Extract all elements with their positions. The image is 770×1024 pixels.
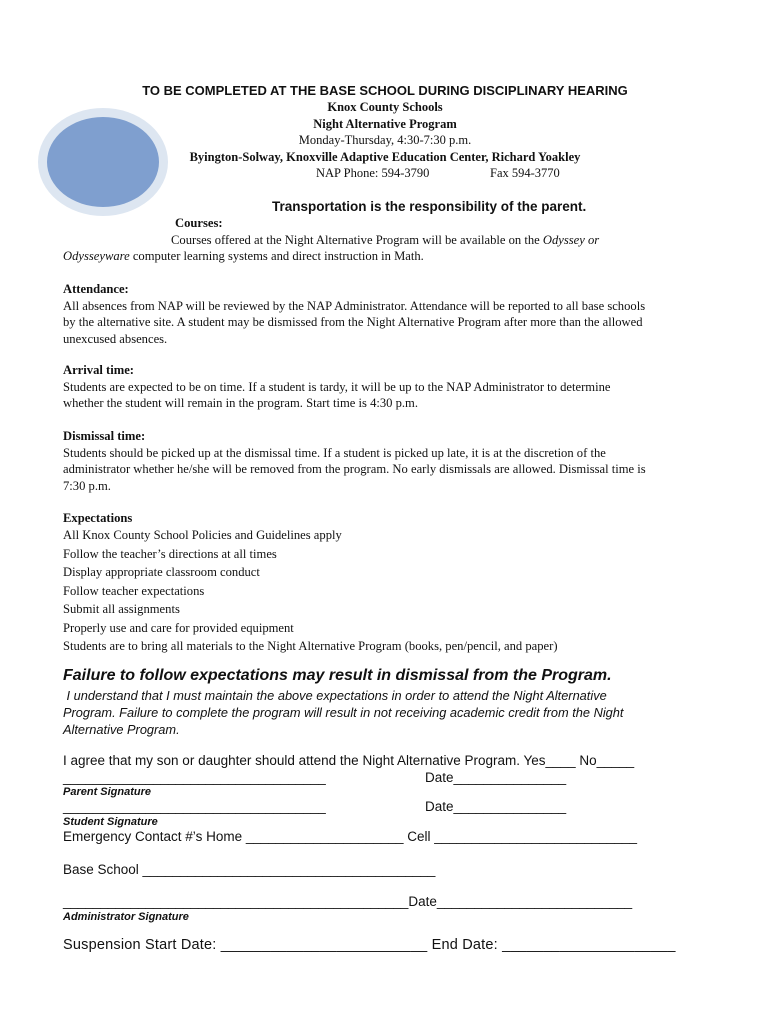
arrival-heading: Arrival time: — [63, 363, 134, 377]
program-hours: Monday-Thursday, 4:30-7:30 p.m. — [298, 133, 472, 147]
attendance-heading: Attendance: — [63, 282, 129, 296]
attendance-line: All absences from NAP will be reviewed by the NAP Administrator. Attendance will be reported to all base schools — [63, 298, 646, 313]
parent-date-field[interactable]: Date_______________ — [425, 770, 567, 785]
program-name: Night Alternative Program — [313, 117, 457, 131]
list-item: Students are to bring all materials to the Night Alternative Program (books, pen/pencil, and paper) — [63, 639, 558, 653]
student-signature-label: Student Signature — [63, 816, 158, 828]
org-name: Knox County Schools — [327, 100, 443, 114]
arrival-line: whether the student will remain in the program. Start time is 4:30 p.m. — [63, 396, 419, 410]
courses-odysseyware: Odysseyware — [63, 249, 130, 263]
emergency-contact-field[interactable]: Emergency Contact #’s Home _____________________ Cell ___________________________ — [63, 829, 637, 844]
page-title: TO BE COMPLETED AT THE BASE SCHOOL DURING DISCIPLINARY HEARING — [142, 83, 628, 98]
nap-fax: Fax 594-3770 — [490, 166, 560, 180]
list-item: Display appropriate classroom conduct — [63, 565, 260, 579]
dismissal-section — [63, 428, 713, 494]
agree-statement[interactable]: I agree that my son or daughter should attend the Night Alternative Program. Yes____ No_____ — [63, 753, 635, 768]
attendance-section — [63, 281, 713, 347]
attendance-line: unexcused absences. — [63, 331, 168, 346]
student-signature-line[interactable]: ___________________________________ — [63, 799, 326, 814]
list-item: All Knox County School Policies and Guidelines apply — [63, 528, 342, 542]
dismissal-line: 7:30 p.m. — [63, 478, 111, 493]
dismissal-line: administrator whether he/she will be removed from the program. No early dismissals are allowed. Dismissal time is — [63, 462, 646, 476]
parent-signature-line[interactable]: ___________________________________ — [63, 770, 326, 785]
expectations-list — [63, 526, 713, 656]
dismissal-heading: Dismissal time: — [63, 429, 146, 443]
list-item: Properly use and care for provided equipment — [63, 620, 294, 635]
understand-statement — [63, 687, 713, 738]
understand-line: I understand that I must maintain the above expectations in order to attend the Night Alternative — [63, 688, 607, 703]
list-item: Submit all assignments — [63, 602, 180, 616]
dismissal-line: Students should be picked up at the dismissal time. If a student is picked up late, it is at the discretion of the — [63, 445, 606, 460]
admin-signature-line[interactable]: ______________________________________________Date__________________________ — [63, 894, 633, 909]
courses-line-1 — [171, 232, 599, 249]
parent-signature-label: Parent Signature — [63, 786, 152, 798]
courses-heading: Courses: — [175, 216, 223, 230]
suspension-dates-field[interactable]: Suspension Start Date: _________________________ End Date: _____________________ — [63, 937, 676, 953]
understand-line: Alternative Program. — [63, 722, 180, 737]
attendance-line: by the alternative site. A student may be dismissed from the Night Alternative Program after more than the allowed — [63, 315, 643, 329]
list-item: Follow the teacher’s directions at all times — [63, 546, 277, 561]
arrival-line: Students are expected to be on time. If a student is tardy, it will be up to the NAP Administrator to determine — [63, 379, 611, 394]
list-item: Follow teacher expectations — [63, 583, 205, 598]
admin-signature-label: Administrator Signature — [63, 911, 189, 923]
understand-line: Program. Failure to complete the program will result in not receiving academic credit from the Night — [63, 705, 624, 720]
nap-phone: NAP Phone: 594-3790 — [316, 166, 430, 180]
courses-odyssey: Odyssey or — [542, 233, 600, 247]
base-school-field[interactable]: Base School _______________________________________ — [63, 862, 436, 877]
program-location: Byington-Solway, Knoxville Adaptive Education Center, Richard Yoakley — [189, 150, 581, 164]
expectations-heading: Expectations — [63, 511, 133, 525]
courses-line-2 — [63, 248, 424, 265]
dismissal-warning: Failure to follow expectations may result in dismissal from the Program. — [63, 667, 612, 684]
transportation-notice: Transportation is the responsibility of the parent. — [272, 199, 587, 214]
student-date-field[interactable]: Date_______________ — [425, 799, 567, 814]
courses-line-2-text: computer learning systems and direct instruction in Math. — [129, 249, 424, 263]
arrival-section — [63, 362, 713, 412]
courses-line-1-text: Courses offered at the Night Alternative Program will be available on the — [171, 233, 543, 247]
